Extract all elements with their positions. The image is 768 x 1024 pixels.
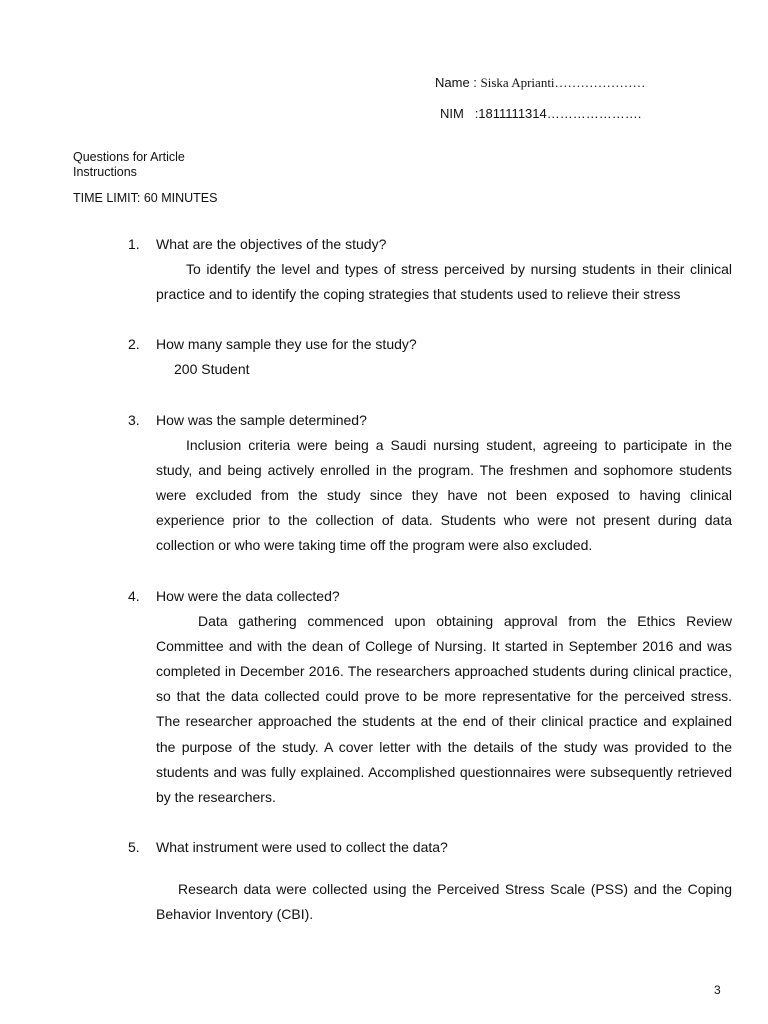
question-number: 5. (128, 839, 140, 856)
article-title: Questions for Article (73, 150, 185, 164)
question-text: How was the sample determined? (156, 411, 367, 428)
question-number: 2. (128, 336, 140, 353)
question-item-4 (128, 584, 732, 811)
question-item-5 (128, 835, 732, 927)
question-number: 4. (128, 587, 140, 604)
name-value: Siska Aprianti………………… (480, 75, 646, 90)
answer-text: 200 Student (174, 361, 250, 378)
question-text: What are the objectives of the study? (156, 236, 387, 252)
answer-text: Data gathering commenced upon obtaining approval from the Ethics Review Committee and with the dean of College of Nursing. It started in September 2016 and was completed in December 2016. The researchers approached students during clinical practice, so that the data collected could prove to be more representative for the perceived stress. The researcher approached the students at the end of their clinical practice and explained the purpose of the study. A cover letter with the details of the study was provided to the students and was fully explained. Accomplished questionnaires were subsequently retrieved by the researchers. (156, 612, 732, 806)
answer-text: Inclusion criteria were being a Saudi nursing student, agreeing to participate in the study, and being actively enrolled in the program. The freshmen and sophomore students were excluded from the study since they have not been exposed to having clinical experience prior to the collection of data. Students who were not present during data collection or who were taking time off the program were also excluded. (156, 436, 732, 554)
page-number: 3 (714, 983, 721, 997)
time-limit: TIME LIMIT: 60 MINUTES (73, 191, 218, 205)
answer-text: To identify the level and types of stress perceived by nursing students in their clinical practice and to identify the coping strategies that students used to relieve their stress (156, 261, 732, 303)
question-number: 1. (128, 236, 140, 252)
nim-value: :1811111314…………………. (474, 106, 642, 121)
nim-line (440, 106, 641, 121)
question-item-2 (128, 332, 732, 382)
question-number: 3. (128, 411, 140, 428)
instructions-label: Instructions (73, 165, 137, 179)
name-label: Name : (435, 75, 481, 90)
nim-label: NIM (440, 106, 464, 121)
question-item-1 (128, 232, 732, 307)
name-line (435, 75, 646, 91)
question-text: What instrument were used to collect the data? (156, 839, 448, 856)
answer-text: Research data were collected using the Perceived Stress Scale (PSS) and the Coping Behavior Inventory (CBI). (156, 881, 732, 923)
question-text: How were the data collected? (156, 587, 340, 604)
question-list (128, 232, 732, 928)
question-item-3 (128, 408, 732, 559)
question-text: How many sample they use for the study? (156, 336, 417, 353)
